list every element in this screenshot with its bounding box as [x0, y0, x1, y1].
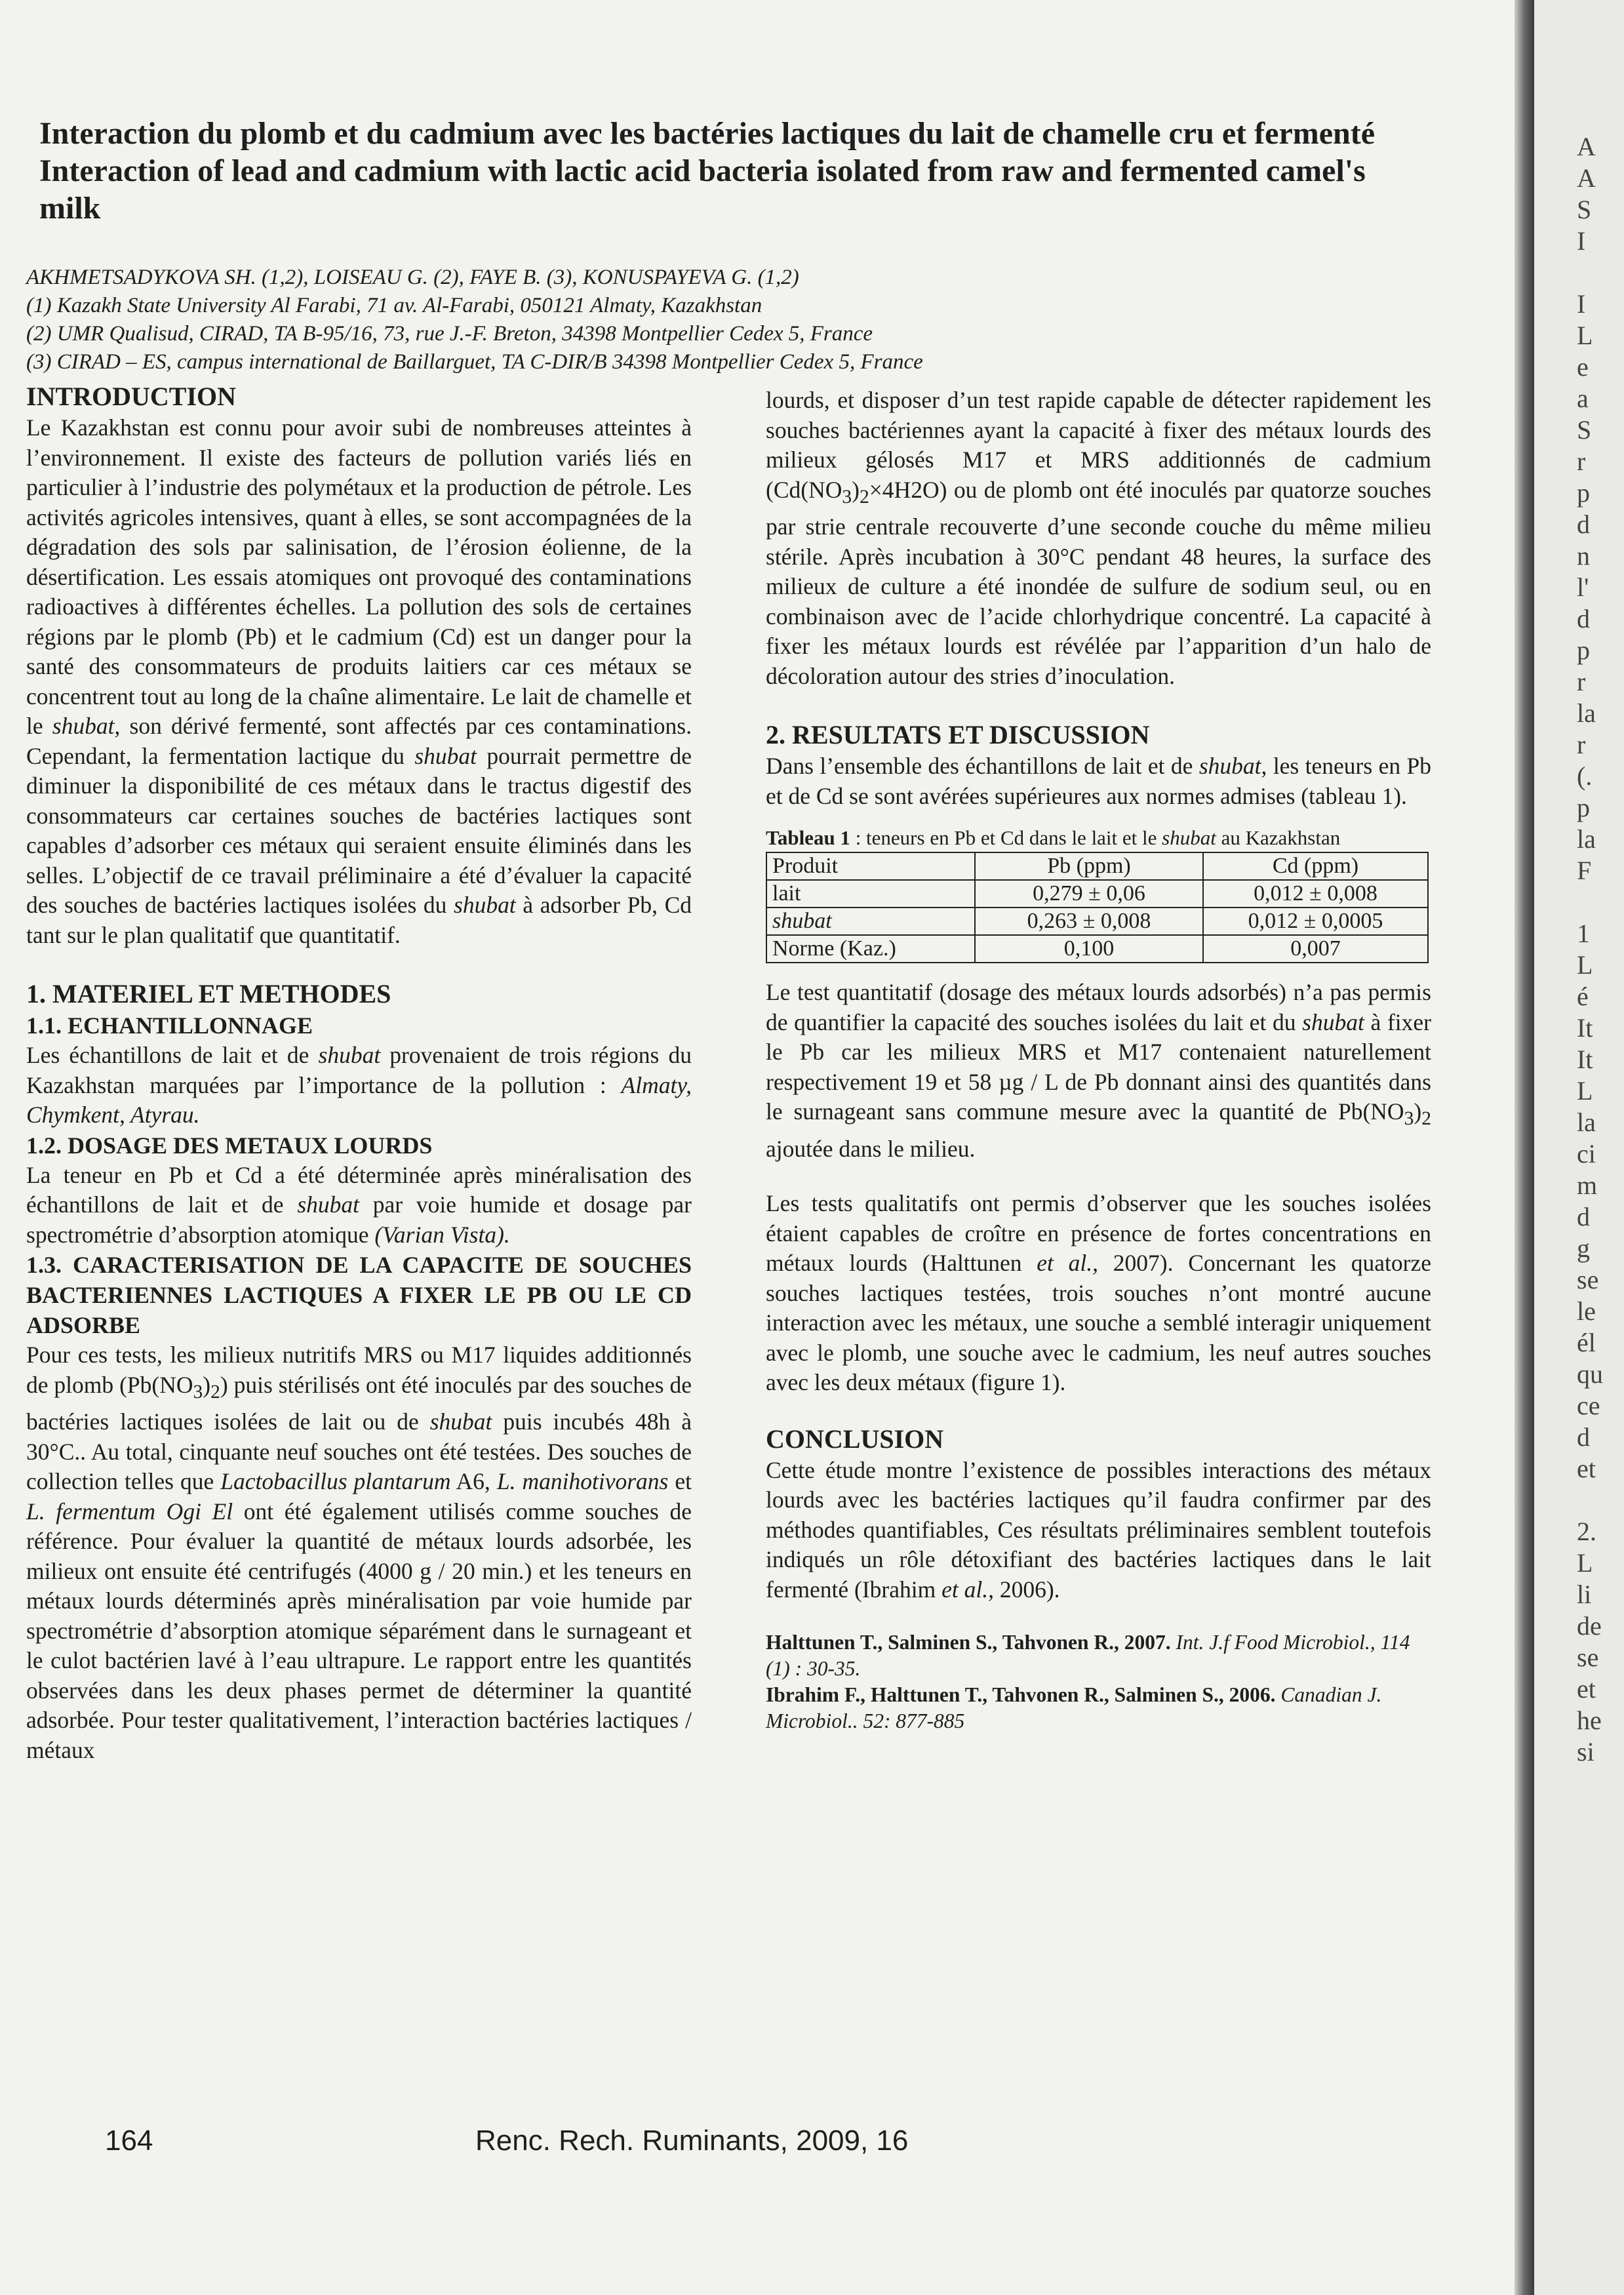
margin-fragment: It	[1577, 1045, 1593, 1074]
margin-fragment: F	[1577, 856, 1592, 885]
table-row	[766, 935, 1428, 963]
margin-fragment: r	[1577, 730, 1586, 759]
characterisation-paragraph: Pour ces tests, les milieux nutritifs MRS ou M17 liquides additionnés de plomb $(Pb(NO_3)_2)$ puis stérilisés ont été inoculés par des souches de bactéries lactiques isolées de lait ou de shubat puis incubés 48h à 30°C.. Au total, cinquante neuf souches ont été testées. Des souches de collection telles que Lactobacillus plantarum A6, L. manihotivorans et L. fermentum Ogi El ont été également utilisés comme souches de référence. Pour évaluer la quantité de métaux lourds adsorbée, les milieux ont ensuite été centrifugés (4000 g / 20 min.) et les teneurs en métaux lourds déterminés après minéralisation par voie humide par spectrométrie d’absorption atomique séparément dans le surnageant et le culot bactérien lavé à l’eau ultrapure. Le rapport entre les quantités observées dans les deux phases permet de déterminer la quantité adsorbée. Pour tester qualitativement, l’interaction bactéries lactiques / métaux	[26, 1342, 692, 1763]
margin-fragment: qu	[1577, 1359, 1603, 1389]
introduction-heading: INTRODUCTION	[26, 382, 237, 411]
title-english-line1: Interaction of lead and cadmium with lactic acid bacteria isolated from raw and fermented camel's	[39, 153, 1366, 188]
margin-fragment: l'	[1577, 572, 1589, 602]
metal-content-table	[766, 852, 1429, 963]
section-1-3-heading: 1.3. CARACTERISATION DE LA CAPACITE DE SOUCHES BACTERIENNES LACTIQUES A FIXER LE PB OU LE CD ADSORBE	[26, 1252, 692, 1338]
margin-fragment: et	[1577, 1674, 1596, 1704]
margin-fragment: se	[1577, 1643, 1599, 1672]
table-row	[766, 908, 1428, 935]
margin-fragment: e	[1577, 352, 1589, 382]
table-header-row	[766, 852, 1428, 880]
table-header-cell: Produit	[766, 852, 975, 880]
table-cell: 0,263 ± 0,008	[975, 908, 1203, 935]
margin-fragment: r	[1577, 447, 1586, 476]
introduction-paragraph: Le Kazakhstan est connu pour avoir subi de nombreuses atteintes à l’environnement. Il existe des facteurs de pollution variés liés en particulier à l’industrie des polymétaux et la production de pétrole. Les activités agricoles intensives, quant à elles, se sont accompagnées de la dégradation des sols par salinisation, de l’érosion éolienne, de la désertification. Les essais atomiques ont provoqué des contaminations radioactives à différentes échelles. La pollution des sols de certaines régions par le plomb (Pb) et le cadmium (Cd) est un danger pour la santé des consommateurs de produits laitiers car ces métaux se concentrent tout au long de la chaîne alimentaire. Le lait de chamelle et le shubat, son dérivé fermenté, sont affectés par ces contaminations. Cependant, la fermentation lactique du shubat pourrait permettre de diminuer la disponibilité de ces métaux dans le tractus digestif des consommateurs car certaines souches de bactéries lactiques sont capables d’adsorber ces métaux qui seraient ensuite éliminés dans les selles. L’objectif de ce travail préliminaire a été d’évaluer la capacité des souches de bactéries lactiques isolées du shubat à adsorber Pb, Cd tant sur le plan qualitatif que quantitatif.	[26, 414, 692, 948]
margin-fragment: d	[1577, 1422, 1590, 1452]
conclusion-paragraph: Cette étude montre l’existence de possibles interactions des métaux lourds avec les bactéries lactiques qu’il faudra confirmer par des méthodes quantifiables, Ces résultats préliminaires semblent toutefois indiqués un rôle détoxifiant des bactéries lactiques dans le lait fermenté (Ibrahim et al., 2006).	[766, 1456, 1431, 1603]
next-page-margin-text	[1577, 131, 1623, 1768]
title-english-line2: milk	[39, 191, 101, 226]
margin-fragment: L	[1577, 950, 1593, 980]
left-column	[26, 380, 692, 1765]
margin-fragment: L	[1577, 1076, 1593, 1106]
margin-fragment: L	[1577, 321, 1593, 350]
results-heading: 2. RESULTATS ET DISCUSSION	[766, 720, 1150, 750]
table-cell: 0,012 ± 0,0005	[1203, 908, 1428, 935]
margin-fragment: et	[1577, 1454, 1596, 1483]
margin-fragment: n	[1577, 541, 1590, 570]
margin-fragment: la	[1577, 824, 1596, 854]
method-continuation-paragraph: lourds, et disposer d’un test rapide capable de détecter rapidement les souches bactériennes ayant la capacité à fixer des métaux lourds des milieux gélosés M17 et MRS additionnés de cadmium $(Cd(NO_3)_2\times 4H2O)$ ou de plomb ont été inoculés par quatorze souches par strie centrale recouverte d’une seconde couche du même milieu stérile. Après incubation à 30°C pendant 48 heures, la surface des milieux de culture a été inondée de sulfure de sodium seul, ou en combinaison avec de l’acide chlorhydrique concentré. La capacité à fixer les métaux lourds est révélée par l’apparition d’un halo de décoloration autour des stries d’inoculation.	[766, 387, 1431, 689]
affiliation-3: (3) CIRAD – ES, campus international de Baillarguet, TA C-DIR/B 34398 Montpellier Cedex 5, France	[26, 350, 923, 374]
affiliation-1: (1) Kazakh State University Al Farabi, 71 av. Al-Farabi, 050121 Almaty, Kazakhstan	[26, 294, 762, 317]
margin-fragment: A	[1577, 132, 1596, 161]
affiliation-2: (2) UMR Qualisud, CIRAD, TA B-95/16, 73, rue J.-F. Breton, 34398 Montpellier Cedex 5, France	[26, 322, 873, 346]
margin-fragment	[1577, 1485, 1623, 1516]
results-paragraph-2: Le test quantitatif (dosage des métaux lourds adsorbés) n’a pas permis de quantifier la capacité des souches isolées du lait et du shubat à fixer le Pb car les milieux MRS et M17 contenaient naturellement respectivement 19 et 58 µg / L de Pb donnant ainsi des quantités dans le surnageant sans commune mesure avec la quantité de $Pb(NO_3)_2$ ajoutée dans le milieu.	[766, 979, 1431, 1162]
table-header-cell: Pb (ppm)	[975, 852, 1203, 880]
margin-fragment	[1577, 257, 1623, 289]
margin-fragment: ci	[1577, 1139, 1596, 1168]
margin-fragment: él	[1577, 1328, 1596, 1357]
table-row	[766, 880, 1428, 908]
margin-fragment: d	[1577, 1202, 1590, 1231]
page-number: 164	[105, 2125, 153, 2157]
margin-fragment: p	[1577, 478, 1590, 508]
margin-fragment: I	[1577, 226, 1586, 256]
table-cell: shubat	[766, 908, 975, 935]
margin-fragment: (.	[1577, 761, 1593, 791]
margin-fragment: L	[1577, 1548, 1593, 1578]
margin-fragment: r	[1577, 667, 1586, 696]
margin-fragment: de	[1577, 1611, 1602, 1641]
margin-fragment: la	[1577, 698, 1596, 728]
results-paragraph-3: Les tests qualitatifs ont permis d’observer que les souches isolées étaient capables de croître en présence de fortes concentrations en métaux lourds (Halttunen et al., 2007). Concernant les quatorze souches lactiques testées, trois souches n’ont montré aucune interaction avec les métaux, une souche a semblé interagir uniquement avec le plomb, une souche avec le cadmium, les neuf autres souches avec les deux métaux (figure 1).	[766, 1190, 1431, 1396]
table-caption: Tableau 1 : teneurs en Pb et Cd dans le lait et le shubat au Kazakhstan	[766, 826, 1341, 850]
table-cell: 0,007	[1203, 935, 1428, 963]
margin-fragment: p	[1577, 793, 1590, 822]
margin-fragment: I	[1577, 289, 1586, 319]
margin-fragment: la	[1577, 1108, 1596, 1137]
margin-fragment: d	[1577, 509, 1590, 539]
results-paragraph-1: Dans l’ensemble des échantillons de lait et de shubat, les teneurs en Pb et de Cd se sont avérées supérieures aux normes admises (tableau 1).	[766, 753, 1432, 809]
margin-fragment: A	[1577, 163, 1596, 193]
margin-fragment: a	[1577, 384, 1589, 413]
margin-fragment: p	[1577, 635, 1590, 665]
table-cell: Norme (Kaz.)	[766, 935, 975, 963]
margin-fragment: It	[1577, 1013, 1593, 1043]
methods-heading: 1. MATERIEL ET METHODES	[26, 979, 391, 1008]
author-names: AKHMETSADYKOVA SH. (1,2), LOISEAU G. (2), FAYE B. (3), KONUSPAYEVA G. (1,2)	[26, 266, 799, 289]
margin-fragment: 1	[1577, 919, 1590, 948]
paper-title	[39, 115, 1442, 227]
margin-fragment	[1577, 887, 1623, 918]
table-cell: 0,279 ± 0,06	[975, 880, 1203, 908]
table-header-cell: Cd (ppm)	[1203, 852, 1428, 880]
title-french: Interaction du plomb et du cadmium avec les bactéries lactiques du lait de chamelle cru et fermenté	[39, 116, 1376, 151]
margin-fragment: g	[1577, 1233, 1590, 1263]
reference-item: Ibrahim F., Halttunen T., Tahvonen R., Salminen S., 2006. Canadian J. Microbiol.. 52: 877-885	[766, 1683, 1382, 1733]
margin-fragment: he	[1577, 1706, 1602, 1735]
section-1-1-heading: 1.1. ECHANTILLONNAGE	[26, 1012, 313, 1039]
sampling-paragraph: Les échantillons de lait et de shubat provenaient de trois régions du Kazakhstan marquées par l’importance de la pollution : Almaty, Chymkent, Atyrau.	[26, 1042, 692, 1128]
margin-fragment: S	[1577, 195, 1592, 224]
author-block	[26, 264, 1141, 376]
margin-fragment: 2.	[1577, 1517, 1596, 1546]
section-1-2-heading: 1.2. DOSAGE DES METAUX LOURDS	[26, 1132, 433, 1159]
margin-fragment: d	[1577, 604, 1590, 633]
page-gutter-shadow	[1515, 0, 1534, 2295]
margin-fragment: é	[1577, 982, 1589, 1011]
margin-fragment: ce	[1577, 1391, 1600, 1420]
dosage-paragraph: La teneur en Pb et Cd a été déterminée après minéralisation des échantillons de lait et de shubat par voie humide et dosage par spectrométrie d’absorption atomique (Varian Vista).	[26, 1161, 692, 1248]
references	[766, 1629, 1431, 1734]
table-cell: 0,100	[975, 935, 1203, 963]
conclusion-heading: CONCLUSION	[766, 1424, 944, 1454]
table-cell: 0,012 ± 0,008	[1203, 880, 1428, 908]
right-column	[766, 386, 1431, 1734]
reference-item: Halttunen T., Salminen S., Tahvonen R., 2007. Int. J.f Food Microbiol., 114 (1) : 30-35.	[766, 1631, 1410, 1681]
margin-fragment: S	[1577, 415, 1592, 445]
margin-fragment: le	[1577, 1296, 1596, 1326]
margin-fragment: se	[1577, 1265, 1599, 1294]
margin-fragment: si	[1577, 1737, 1594, 1766]
margin-fragment: li	[1577, 1580, 1592, 1609]
table-cell: lait	[766, 880, 975, 908]
journal-footer: Renc. Rech. Ruminants, 2009, 16	[475, 2125, 909, 2157]
margin-fragment: m	[1577, 1170, 1598, 1200]
